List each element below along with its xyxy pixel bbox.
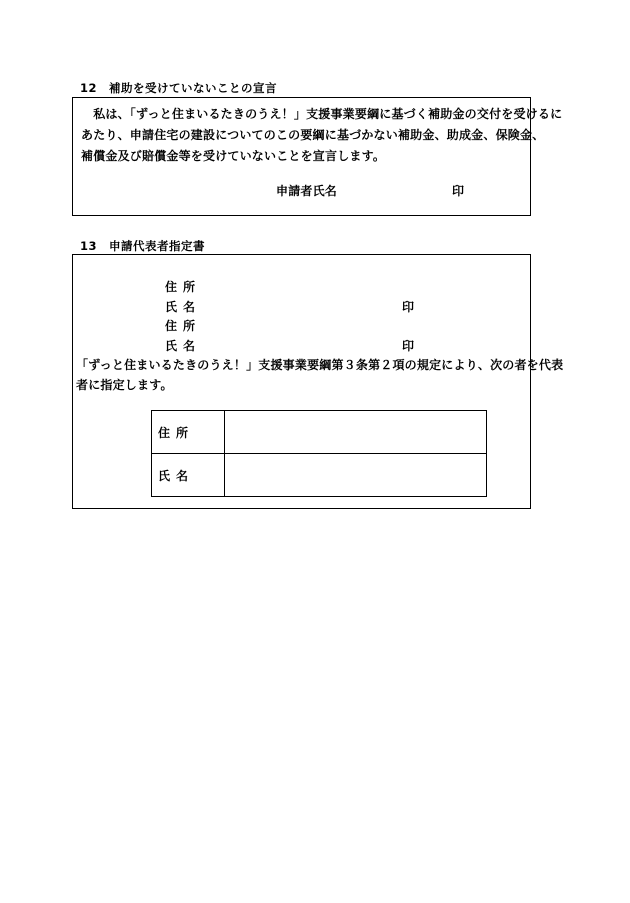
- declaration-line-2: あたり、申請住宅の建設についてのこの要綱に基づかない補助金、助成金、保険金、: [81, 128, 545, 142]
- designator-2-address-label: 住所: [165, 319, 202, 333]
- applicant-seal-mark: 印: [452, 184, 465, 198]
- representative-address-row: [152, 411, 487, 454]
- designator-2-seal-mark: 印: [402, 339, 415, 353]
- representative-name-label: 氏名: [152, 454, 225, 497]
- section-13-heading: 13 申請代表者指定書: [80, 239, 206, 253]
- designation-line-1: 「ずっと住まいるたきのうえ！」支援事業要綱第３条第２項の規定により、次の者を代表: [76, 358, 564, 372]
- designation-line-2: 者に指定します。: [76, 378, 173, 392]
- declaration-line-1: 私は、「ずっと住まいるたきのうえ！」支援事業要綱に基づく補助金の交付を受けるに: [81, 107, 563, 121]
- declaration-box: [72, 97, 563, 216]
- designator-2-name-label: 氏名: [165, 339, 202, 353]
- designator-1-seal-mark: 印: [402, 300, 415, 314]
- representative-table: [151, 410, 487, 497]
- applicant-name-label: 申請者氏名: [276, 184, 338, 198]
- representative-name-row: [152, 454, 487, 497]
- representative-name-cell: [225, 454, 487, 497]
- designator-1-address-label: 住所: [165, 280, 202, 294]
- declaration-line-3: 補償金及び賠償金等を受けていないことを宣言します。: [81, 149, 386, 163]
- section-12-heading: 12 補助を受けていないことの宣言: [80, 81, 278, 95]
- representative-address-cell: [225, 411, 487, 454]
- representative-address-label: 住所: [152, 411, 225, 454]
- designator-1-name-label: 氏名: [165, 300, 202, 314]
